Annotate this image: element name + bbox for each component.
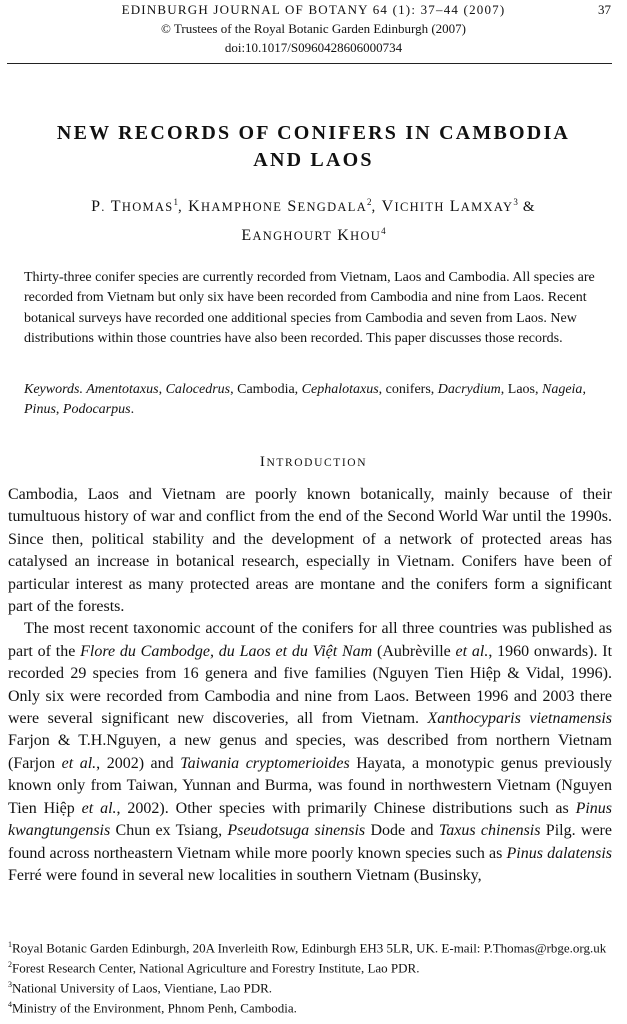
keyword: Dacrydium bbox=[437, 382, 501, 397]
section-heading: INTRODUCTION bbox=[259, 454, 368, 470]
author-name: KHAMPHONE SENGDALA bbox=[188, 198, 368, 215]
keyword: Cambodia bbox=[237, 382, 295, 397]
author-line-1: P. THOMAS$^1$, KHAMPHONE SENGDALA$^2$, VICHITH LAMXAY$^3$ & bbox=[91, 197, 536, 215]
keyword: Nageia bbox=[541, 382, 583, 397]
footnote-1: $^1$Royal Botanic Garden Edinburgh, 20A Inverleith Row, Edinburgh EH3 5LR, UK. E-mail: P.Thomas@rbge.org.uk bbox=[8, 940, 607, 956]
author-list bbox=[20, 190, 607, 248]
affiliation-marker: 1 bbox=[173, 197, 179, 207]
keywords: Keywords. Amentotaxus, Calocedrus, Cambodia, Cephalotaxus, conifers, Dacrydium, Laos, Nageia, Pinus, Podocarpus. bbox=[24, 382, 586, 418]
footnote-3: $^3$National University of Laos, Vientiane, Lao PDR. bbox=[8, 979, 273, 996]
abstract: Thirty-three conifer species are currently recorded from Vietnam, Laos and Cambodia. All species are recorded from Vietnam but only six have been recorded from Cambodia and nine from Laos. Recent botanical surveys have recorded one additional species from Cambodia and seven from Laos. New distributions within those countries have also been recorded. This paper discusses those records. bbox=[24, 270, 595, 347]
author-name: EANGHOURT KHOU bbox=[241, 227, 382, 244]
footnotes bbox=[8, 937, 612, 1017]
title-line-2: AND LAOS bbox=[253, 149, 374, 171]
author-name: VICHITH LAMXAY bbox=[381, 198, 514, 215]
page-number: 37 bbox=[598, 2, 611, 17]
author-name: P. THOMAS bbox=[91, 198, 174, 215]
header-rule bbox=[7, 63, 612, 64]
affiliation-marker: 3 bbox=[513, 197, 518, 207]
article-body bbox=[8, 484, 612, 887]
keyword: Cephalotaxus bbox=[301, 382, 379, 397]
copyright-line: © Trustees of the Royal Botanic Garden Edinburgh (2007) bbox=[161, 21, 466, 36]
keyword: Laos bbox=[507, 382, 535, 397]
doi-line: doi:10.1017/S0960428606000734 bbox=[224, 40, 403, 55]
keyword: Calocedrus bbox=[165, 382, 231, 397]
author-line-2 bbox=[20, 219, 607, 248]
footnote-2: $^2$Forest Research Center, National Agriculture and Forestry Institute, Lao PDR. bbox=[8, 959, 420, 976]
body-paragraph-2: The most recent taxonomic account of the conifers for all three countries was published as part of the Flore du Cambodge, du Laos et du Việt Nam (Aubrèville et al., 1960 onwards). It recorded 29 species from 16 genera and five families (Nguyen Tien Hiệp & Vidal, 1996). Only six were recorded from Cambodia and nine from Laos. Between 1996 and 2003 there were several significant new discoveries, all from Vietnam. Xanthocyparis vietnamensis Farjon & T.H.Nguyen, a new genus and species, was described from northern Vietnam (Farjon et al., 2002) and Taiwania cryptomerioides Hayata, a monotypic genus previously known only from Taiwan, Yunnan and Burma, was found in northwestern Vietnam (Nguyen Tien Hiệp et al., 2002). Other species with primarily Chinese distributions such as Pinus kwangtungensis Chun ex Tsiang, Pseudotsuga sinensis Dode and Taxus chinensis Pilg. were found across northeastern Vietnam while more poorly known species such as Pinus dalatensis Ferré were found in several new localities in southern Vietnam (Businsky, bbox=[8, 620, 613, 884]
keyword: Pinus bbox=[24, 402, 56, 418]
journal-citation: EDINBURGH JOURNAL OF BOTANY 64 (1): 37–44 (2007) bbox=[121, 2, 506, 17]
keyword: conifers bbox=[385, 382, 431, 397]
body-paragraph-1: Cambodia, Laos and Vietnam are poorly known botanically, mainly because of their tumultuous history of war and conflict from the end of the Second World War until the 1990s. Since then, political stability and the development of a network of protected areas has catalysed an increase in botanical research, especially in Vietnam. Conifers have been of particular interest as many protected areas are montane and the conifers form a significant part of the forests. bbox=[8, 486, 612, 616]
affiliation-marker: 4 bbox=[381, 226, 386, 236]
footnote-4: $^4$Ministry of the Environment, Phnom Penh, Cambodia. bbox=[8, 999, 297, 1016]
keyword: Amentotaxus bbox=[86, 382, 159, 397]
keywords-label: Keywords. bbox=[24, 382, 87, 397]
article-title bbox=[20, 120, 607, 174]
keyword: Podocarpus bbox=[62, 402, 131, 418]
affiliation-marker: 2 bbox=[367, 197, 372, 207]
title-line-1: NEW RECORDS OF CONIFERS IN CAMBODIA bbox=[56, 122, 571, 144]
